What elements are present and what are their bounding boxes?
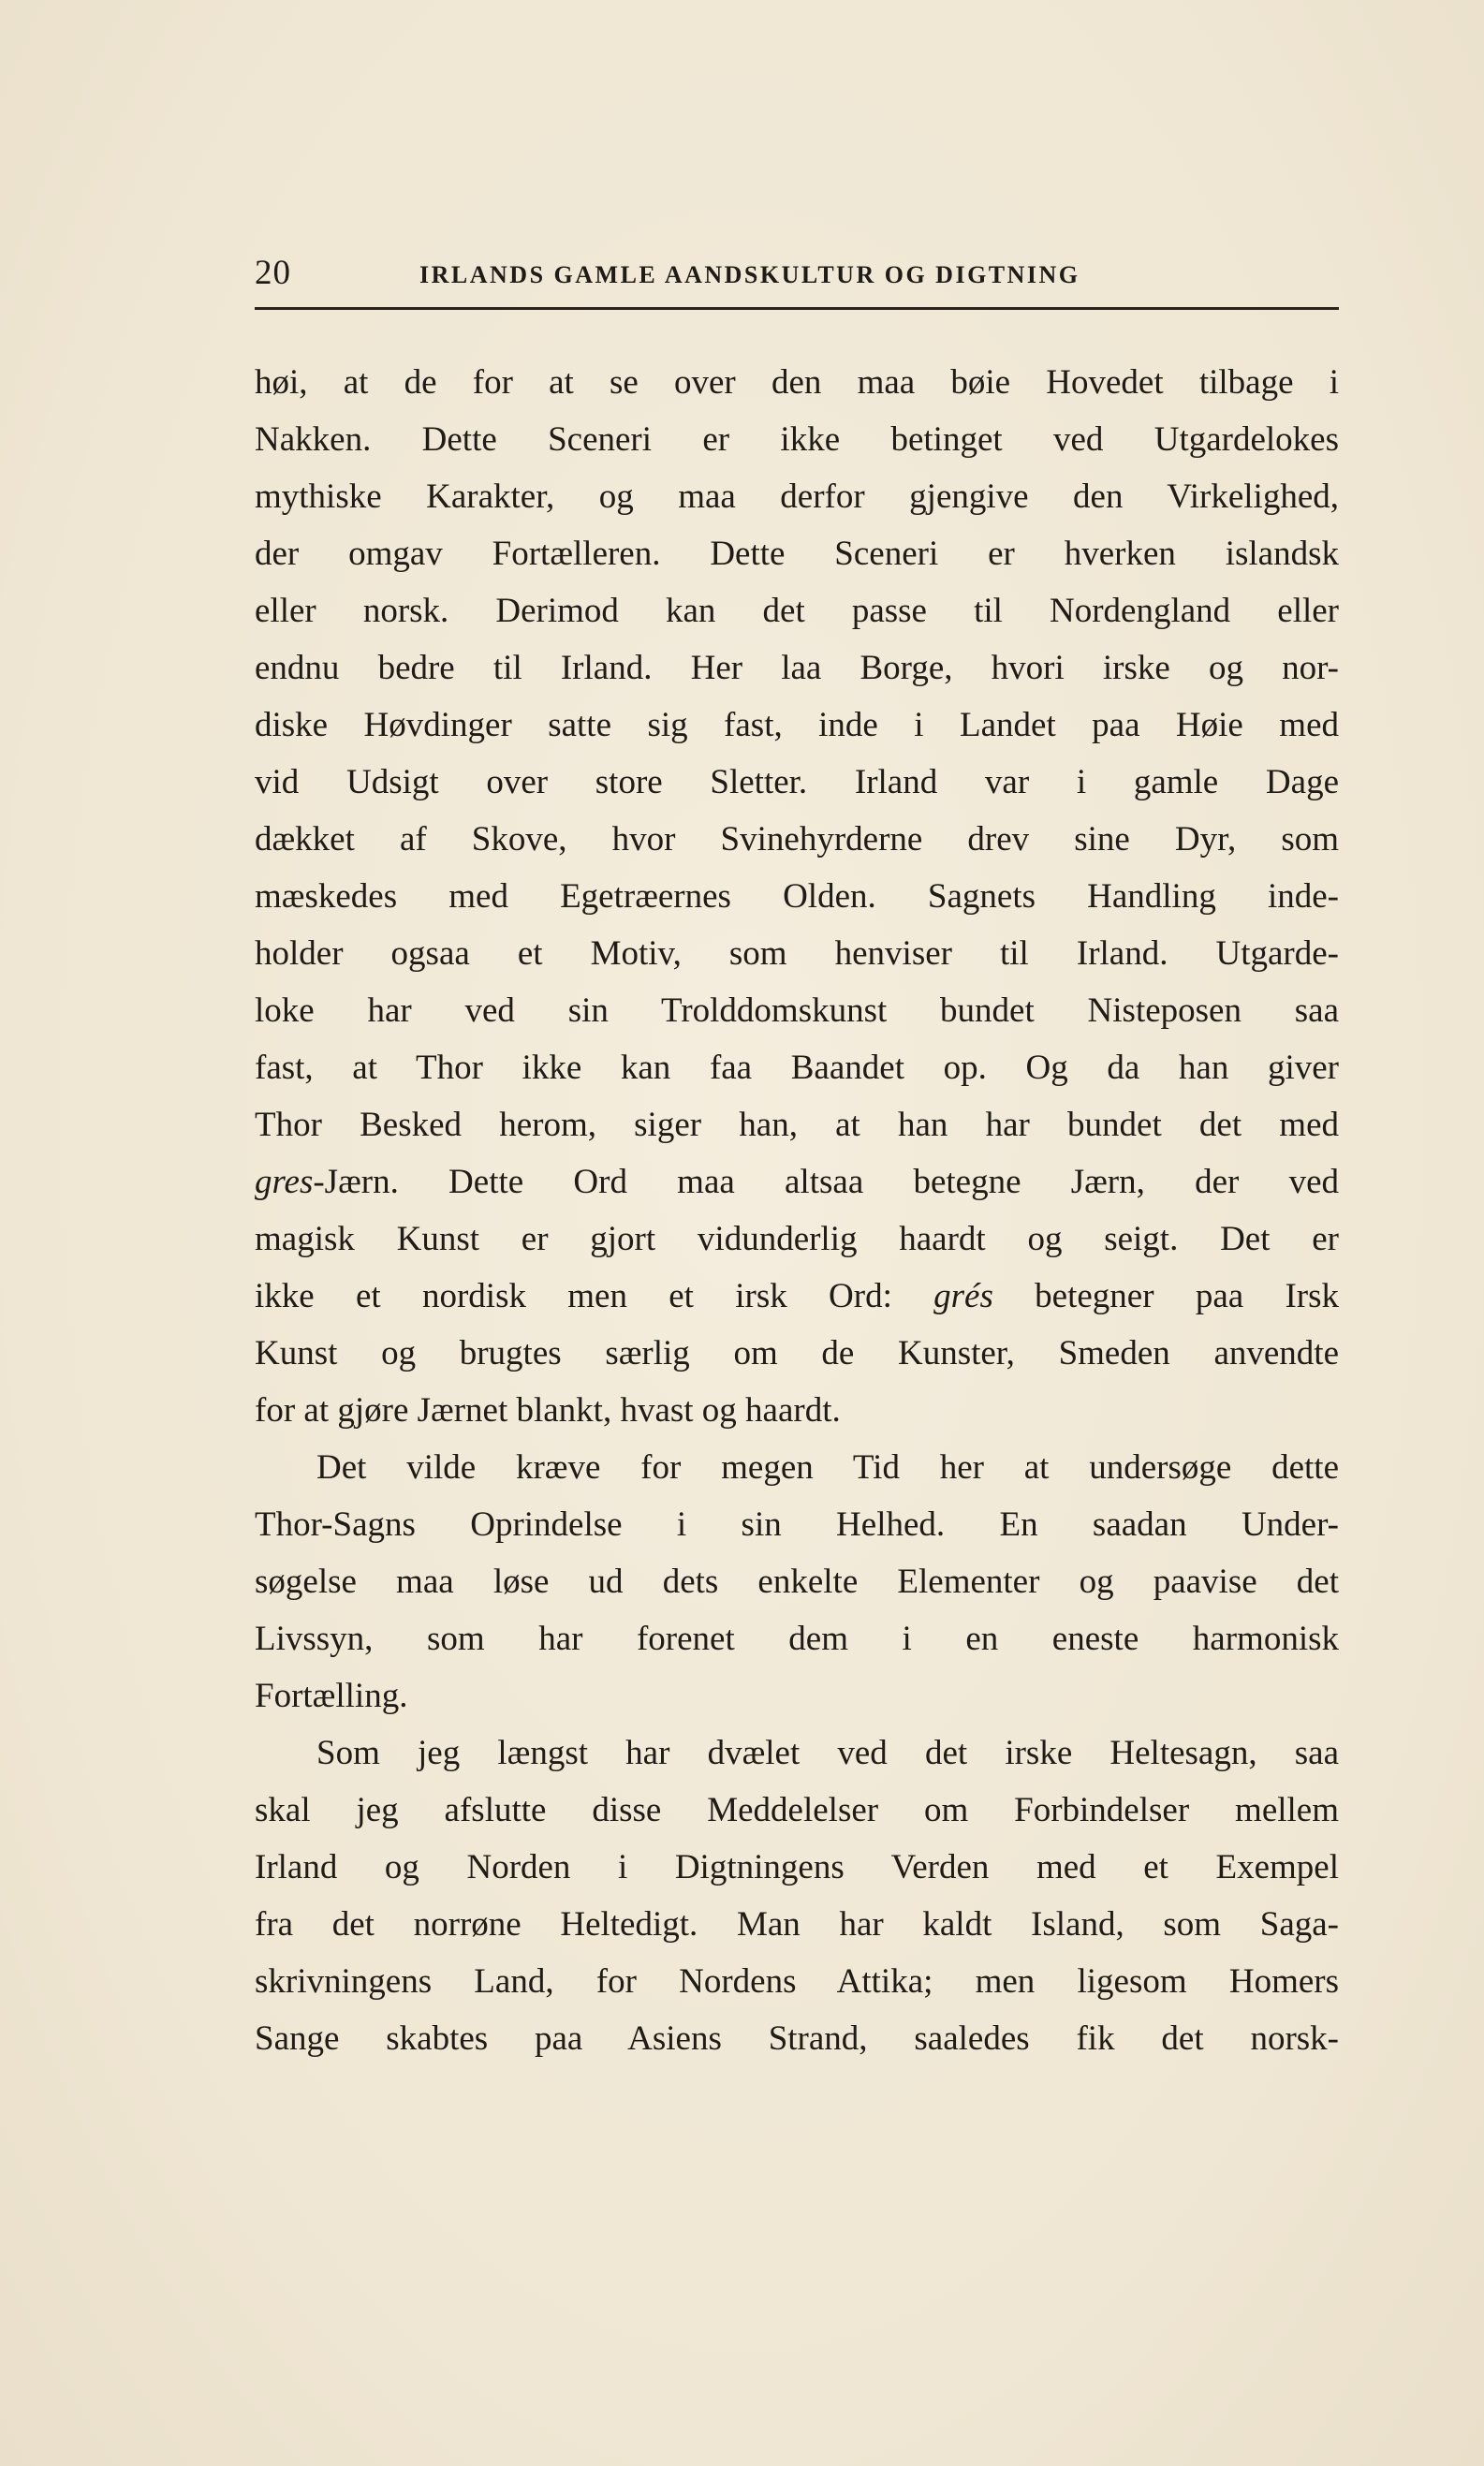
text-line: fra det norrøne Heltedigt. Man har kaldt Island, som Saga- <box>255 1905 1339 1944</box>
text-line: endnu bedre til Irland. Her laa Borge, hvori irske og nor- <box>255 649 1339 687</box>
text-line: Nakken. Dette Sceneri er ikke betinget ved Utgardelokes <box>255 420 1339 459</box>
text-line: dækket af Skove, hvor Svinehyrderne drev sine Dyr, som <box>255 820 1339 859</box>
paragraph-1 <box>255 354 1339 1439</box>
text-line: loke har ved sin Trolddomskunst bundet Nisteposen saa <box>255 991 1339 1030</box>
text-line: Sange skabtes paa Asiens Strand, saaledes fik det norsk- <box>255 2019 1339 2058</box>
text-line: fast, at Thor ikke kan faa Baandet op. Og da han giver <box>255 1049 1339 1087</box>
text-line: magisk Kunst er gjort vidunderlig haardt og seigt. Det er <box>255 1220 1339 1258</box>
text-line: skrivningens Land, for Nordens Attika; men ligesom Homers <box>255 1962 1339 2001</box>
text-line: holder ogsaa et Motiv, som henviser til Irland. Utgarde- <box>255 934 1339 973</box>
text-line: Som jeg længst har dvælet ved det irske Heltesagn, saa <box>316 1734 1339 1772</box>
text-line: Det vilde kræve for megen Tid her at undersøge dette <box>316 1448 1339 1487</box>
text-line: eller norsk. Derimod kan det passe til Nordengland eller <box>255 592 1339 630</box>
text-line: Thor-Sagns Oprindelse i sin Helhed. En saadan Under- <box>255 1505 1339 1544</box>
text-line: mythiske Karakter, og maa derfor gjengive den Virkelighed, <box>255 477 1339 516</box>
page-number: 20 <box>255 254 291 292</box>
text-run: ikke et nordisk men et irsk Ord: <box>255 1277 934 1315</box>
text-line: mæskedes med Egetræernes Olden. Sagnets Handling inde- <box>255 877 1339 916</box>
text-line: der omgav Fortælleren. Dette Sceneri er hverken islandsk <box>255 535 1339 573</box>
page-header <box>255 251 1339 310</box>
text-line: Kunst og brugtes særlig om de Kunster, Smeden anvendte <box>255 1334 1339 1372</box>
text-line: Irland og Norden i Digtningens Verden med et Exempel <box>255 1848 1339 1886</box>
text-line: søgelse maa løse ud dets enkelte Elementer og paavise det <box>255 1563 1339 1601</box>
body-text <box>255 354 1339 2067</box>
text-line: Thor Besked herom, siger han, at han har bundet det med <box>255 1106 1339 1144</box>
text-line <box>255 1153 1339 1211</box>
text-line: for at gjøre Jærnet blankt, hvast og haardt. <box>255 1391 841 1430</box>
paragraph-2 <box>255 1439 1339 1725</box>
italic-word: grés <box>933 1277 993 1315</box>
text-line: Fortælling. <box>255 1677 408 1715</box>
paragraph-3 <box>255 1725 1339 2067</box>
running-head: IRLANDS GAMLE AANDSKULTUR OG DIGTNING <box>419 261 1080 288</box>
text-run: betegner paa Irsk <box>992 1277 1339 1315</box>
text-line: vid Udsigt over store Sletter. Irland var i gamle Dage <box>255 763 1339 801</box>
text-line: diske Høvdinger satte sig fast, inde i Landet paa Høie med <box>255 706 1339 744</box>
italic-word: gres <box>255 1163 314 1201</box>
text-line: Livssyn, som har forenet dem i en eneste harmonisk <box>255 1620 1339 1658</box>
text-line: høi, at de for at se over den maa bøie Hovedet tilbage i <box>255 363 1339 402</box>
text-line: skal jeg afslutte disse Meddelelser om Forbindelser mellem <box>255 1791 1339 1829</box>
text-run: -Jærn. Dette Ord maa altsaa betegne Jærn, der ved <box>313 1163 1339 1201</box>
text-line <box>255 1268 1339 1325</box>
